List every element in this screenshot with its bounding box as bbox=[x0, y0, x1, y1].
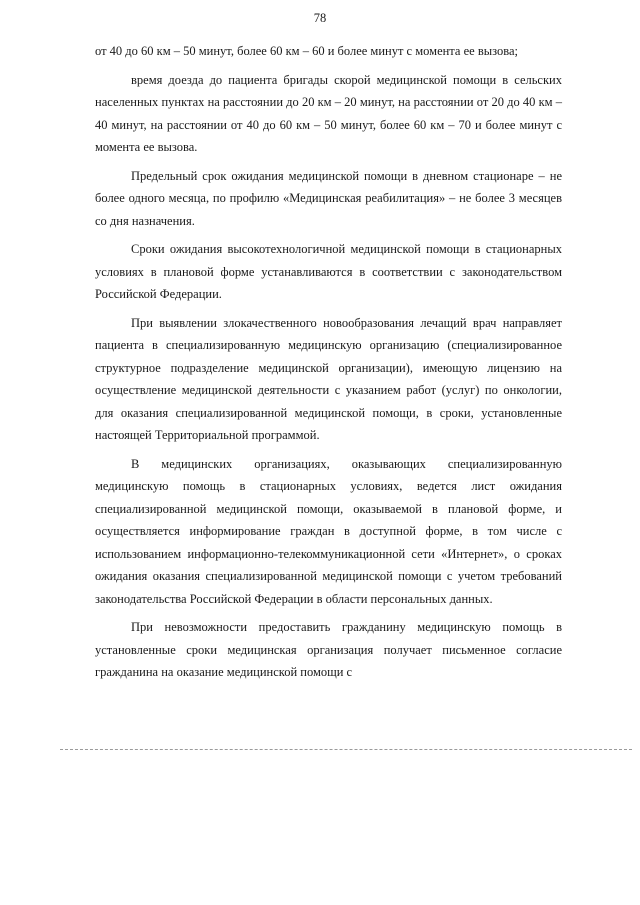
page-number: 78 bbox=[313, 11, 327, 25]
scan-divider bbox=[60, 749, 632, 750]
paragraph-ambulance-rural: время доезда до пациента бригады скорой медицинской помощи в сельских населенных пунктах на расстоянии до 20 км – 20 минут, на расстоянии от 20 до 40 км – 40 минут, на расстоянии от 40 до 60 км – 50 минут, более 60 км – 70 и более минут с момента ее вызова. bbox=[95, 72, 562, 154]
paragraph-oncology-referral: При выявлении злокачественного новообразования лечащий врач направляет пациента в специализированную медицинскую организацию (специализированное структурное подразделение медицинской организации), имеющую лицензию на осуществление медицинской деятельности с указанием работ (услуг) по онкологии, для оказания специализированной медицинской помощи, в сроки, установленные настоящей Территориальной программой. bbox=[95, 315, 562, 442]
document-body bbox=[95, 40, 562, 690]
paragraph-waiting-list: В медицинских организациях, оказывающих специализированную медицинскую помощь в стационарных условиях, ведется лист ожидания специализированной медицинской помощи, оказываемой в плановой форме, и осуществляется информирование граждан в доступной форме, в том числе с использованием информационно-телекоммуникационной сети «Интернет», о сроках ожидания оказания специализированной медицинской помощи с учетом требований законодательства Российской Федерации в области персональных данных. bbox=[95, 456, 562, 606]
paragraph-high-tech-care: Сроки ожидания высокотехнологичной медицинской помощи в стационарных условиях в плановой форме устанавливаются в соответствии с законодательством Российской Федерации. bbox=[95, 242, 562, 301]
paragraph-consent: При невозможности предоставить гражданину медицинскую помощь в установленные сроки медицинская организация получает письменное согласие гражданина на оказание медицинской помощи с bbox=[95, 620, 562, 679]
paragraph-continuation: от 40 до 60 км – 50 минут, более 60 км – 60 и более минут с момента ее вызова; bbox=[95, 44, 518, 58]
paragraph-day-hospital: Предельный срок ожидания медицинской помощи в дневном стационаре – не более одного месяца, по профилю «Медицинская реабилитация» – не более 3 месяцев со дня назначения. bbox=[95, 168, 562, 228]
